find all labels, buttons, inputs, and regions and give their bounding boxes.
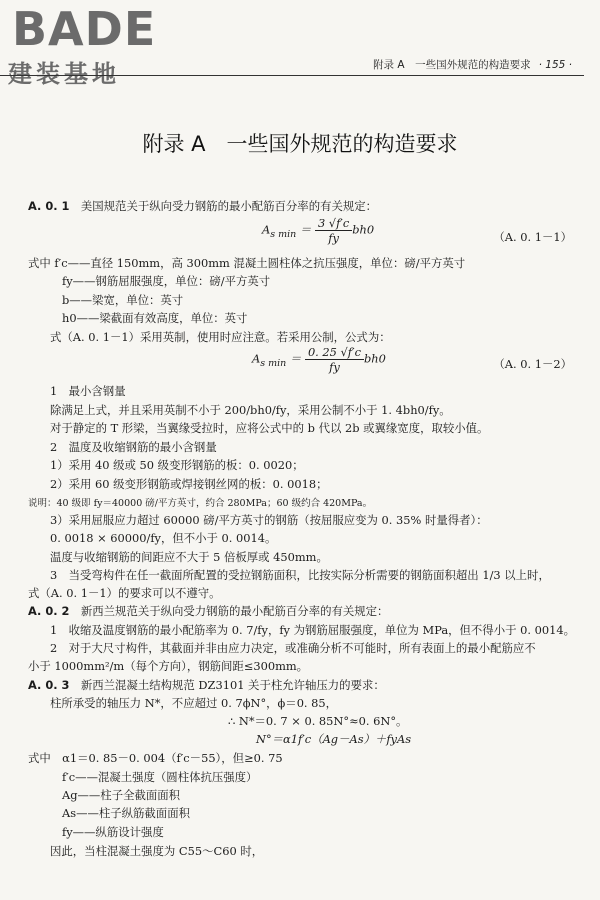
- subsection-heading: 2 温度及收缩钢筋的最小含钢量: [50, 440, 217, 454]
- eq2-numerator: 0. 25 √f′c: [305, 345, 364, 360]
- clause-number: A. 0. 2: [28, 604, 70, 618]
- clause-number: A. 0. 3: [28, 678, 70, 692]
- eq1-lhs: A: [262, 222, 271, 237]
- eq1-denominator: fy: [328, 231, 339, 245]
- eq1-tail: bh0: [352, 222, 375, 237]
- eq1-numerator: 3 √f′c: [315, 216, 352, 231]
- equation-2: $A_{s min}$ ＝ $\frac{0. 25 √f'c}{fy}$ bh0: [252, 345, 386, 374]
- clause-text: 新西兰混凝土结构规范 DZ3101 关于柱允许轴压力的要求：: [80, 678, 385, 692]
- page-number: · 155 ·: [538, 59, 572, 71]
- clause-text: 新西兰规范关于纵向受力钢筋的最小配筋百分率的有关规定：: [80, 604, 389, 618]
- formula: ∴ N*＝0. 7 × 0. 85N°≈0. 6N°。: [228, 714, 408, 728]
- paragraph: 因此，当柱混凝土强度为 C55～C60 时，: [50, 844, 264, 858]
- definition: f′c——混凝土强度（圆柱体抗压强度）: [62, 770, 258, 784]
- eq2-sub: s min: [260, 357, 287, 369]
- clause-text: 美国规范关于纵向受力钢筋的最小配筋百分率的有关规定：: [80, 199, 378, 213]
- equation-1: $A_{s min}$ ＝ $\frac{3 √f'c}{fy}$ bh0: [262, 216, 375, 245]
- list-item: 2 对于大尺寸构件，其截面并非由应力决定，或准确分析不可能时，所有表面上的最小配筋应不: [50, 641, 536, 655]
- header-section: 附录 A 一些国外规范的构造要求: [373, 59, 531, 71]
- clause-a01: [28, 198, 377, 214]
- paragraph-continued: 式（A. 0. 1－1）的要求可以不遵守。: [28, 586, 221, 600]
- subsection-heading: 1 最小含钢量: [50, 384, 126, 398]
- paragraph: 式（A. 0. 1－1）采用英制，使用时应注意。若采用公制，公式为：: [50, 330, 391, 344]
- list-item: 1 收缩及温度钢筋的最小配筋率为 0. 7/fy，fy 为钢筋屈服强度，单位为 MPa，但不得小于 0. 0014。: [50, 623, 575, 637]
- eq2-tail: bh0: [363, 351, 386, 366]
- list-item: 3）采用屈服应力超过 60000 磅/平方英寸的钢筋（按屈服应变为 0. 35% 时量得者）：: [50, 513, 488, 527]
- equation-2-tag: （A. 0. 1－2）: [493, 357, 572, 371]
- brand-logo-subtitle: 建装基地: [8, 60, 120, 88]
- definition: h0——梁截面有效高度，单位：英寸: [62, 311, 248, 325]
- formula: N°＝α1f′c（Ag－As）＋fyAs: [256, 732, 412, 746]
- note: 说明：40 级即 fy＝40000 磅/平方英寸，约合 280MPa；60 级约合 420MPa。: [28, 498, 373, 509]
- paragraph: 除满足上式，并且采用英制不小于 200/bh0/fy，采用公制不小于 1. 4bh0/fy。: [50, 403, 451, 417]
- definition: fy——钢筋屈服强度，单位：磅/平方英寸: [62, 274, 271, 288]
- list-item: 2）采用 60 级变形钢筋或焊接钢丝网的板：0. 0018；: [50, 477, 328, 491]
- running-header: [373, 57, 572, 72]
- clause-a02: [28, 603, 388, 619]
- clause-number: A. 0. 1: [28, 199, 70, 213]
- paragraph: 温度与收缩钢筋的间距应不大于 5 倍板厚或 450mm。: [50, 550, 328, 564]
- brand-logo: BADE: [12, 2, 157, 56]
- clause-a03: [28, 677, 385, 693]
- equation-1-tag: （A. 0. 1－1）: [493, 230, 572, 244]
- eq2-denominator: fy: [329, 360, 340, 374]
- eq1-sub: s min: [270, 228, 297, 240]
- definition: 式中 α1＝0. 85－0. 004（f′c－55），但≥0. 75: [28, 751, 283, 765]
- eq2-lhs: A: [252, 351, 261, 366]
- definition: Ag——柱子全截面面积: [62, 788, 181, 802]
- definition: 式中 f′c——直径 150mm，高 300mm 混凝土圆柱体之抗压强度，单位：磅/平方英寸: [28, 256, 466, 270]
- subsection-heading: 3 当受弯构件在任一截面所配置的受拉钢筋面积，比按实际分析需要的钢筋面积超出 1/3 以上时，: [50, 568, 550, 582]
- list-item-continued: 0. 0018 × 60000/fy，但不小于 0. 0014。: [50, 531, 277, 545]
- definition: fy——纵筋设计强度: [62, 825, 164, 839]
- list-item: 1）采用 40 级或 50 级变形钢筋的板：0. 0020；: [50, 458, 304, 472]
- header-rule: [0, 75, 584, 76]
- definition: b——梁宽，单位：英寸: [62, 293, 184, 307]
- page-title: 附录 A 一些国外规范的构造要求: [142, 132, 458, 156]
- paragraph: 对于静定的 T 形梁，当翼缘受拉时，应将公式中的 b 代以 2b 或翼缘宽度，取较小值。: [50, 421, 489, 435]
- definition: As——柱子纵筋截面面积: [62, 806, 190, 820]
- list-item-continued: 小于 1000mm²/m（每个方向），钢筋间距≤300mm。: [28, 659, 309, 673]
- paragraph: 柱所承受的轴压力 N*，不应超过 0. 7ϕN°，ϕ＝0. 85，: [50, 696, 338, 710]
